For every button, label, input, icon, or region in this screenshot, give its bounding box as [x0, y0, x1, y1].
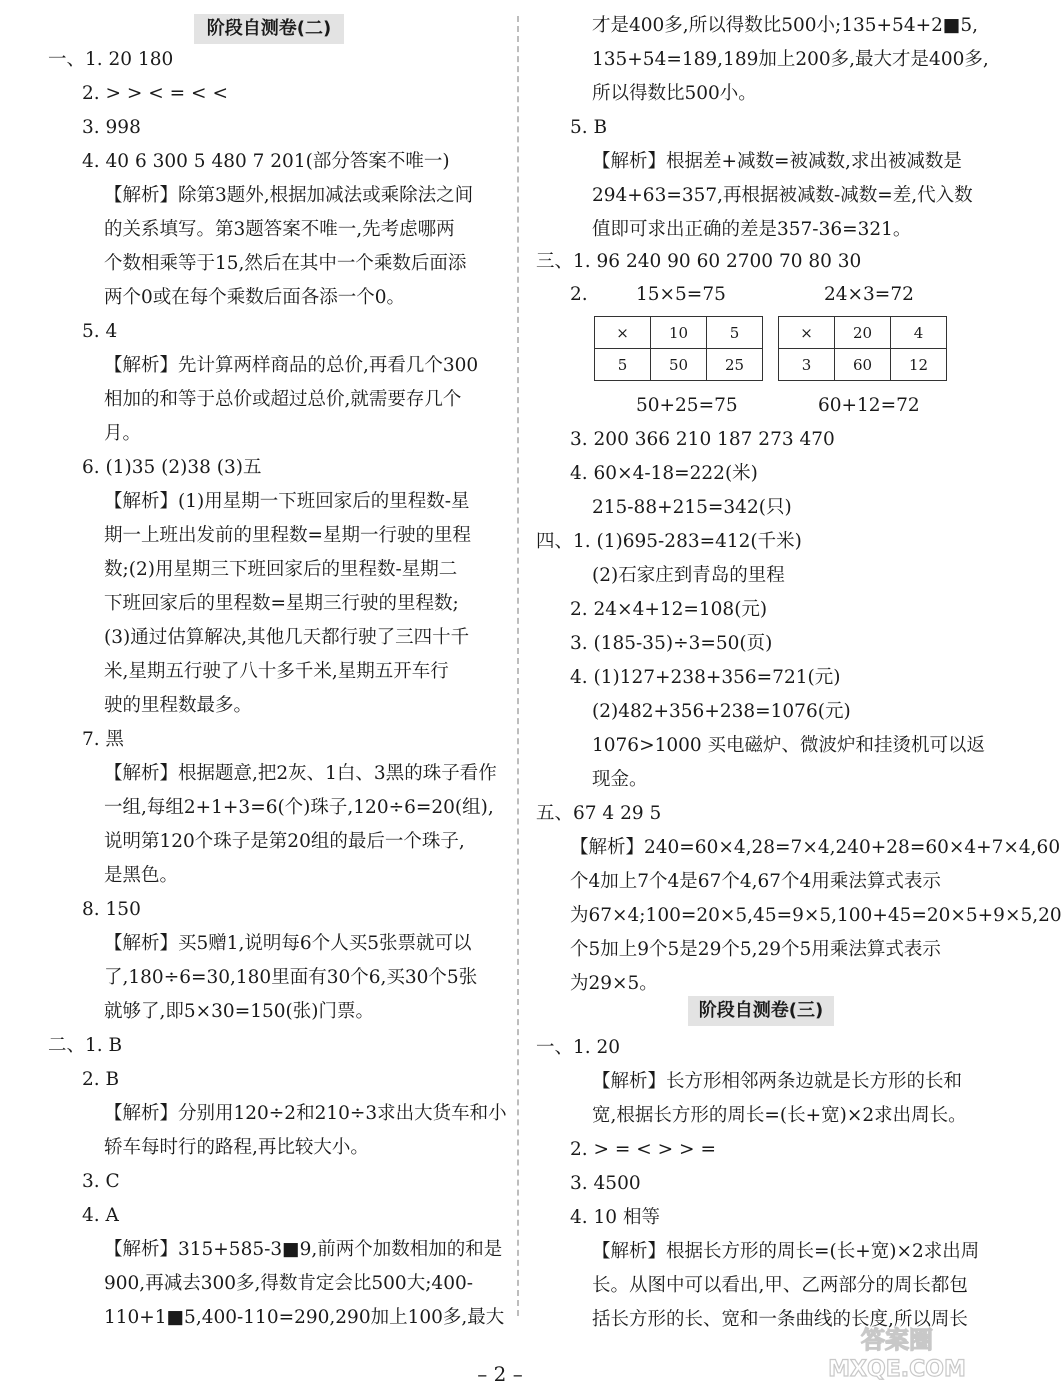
right-text-line: 2.	[570, 284, 588, 305]
table-row	[779, 317, 947, 349]
table-row	[779, 349, 947, 381]
left-text-line: 的关系填写。第3题答案不唯一,先考虑哪两	[104, 219, 455, 240]
left-text-line: 2. B	[82, 1069, 120, 1090]
watermark-logo	[806, 1322, 988, 1382]
right-text-line: 4. 10 相等	[570, 1207, 660, 1228]
right-text-line: 五、67 4 29 5	[536, 803, 662, 824]
right-text-line: 24×3=72	[824, 284, 914, 305]
left-text-line: 110+1■5,400-110=290,290加上100多,最大	[104, 1307, 505, 1328]
table-cell: 25	[707, 349, 763, 381]
section-title-test-3: 阶段自测卷(三)	[688, 996, 834, 1026]
section-title-test-2: 阶段自测卷(二)	[194, 14, 344, 44]
right-text-line: 60+12=72	[818, 395, 920, 416]
left-text-line: 2. > > < = < <	[82, 83, 228, 104]
left-text-line: 900,再减去300多,得数肯定会比500大;400-	[104, 1273, 473, 1294]
table-cell: 3	[779, 349, 835, 381]
right-text-line: 四、1. (1)695-283=412(千米)	[536, 531, 802, 552]
left-text-line: 是黑色。	[104, 865, 179, 886]
left-text-line: 说明第120个珠子是第20组的最后一个珠子,	[104, 831, 465, 852]
right-text-line: 个4加上7个4是67个4,67个4用乘法算式表示	[570, 871, 941, 892]
left-text-line: (3)通过估算解决,其他几天都行驶了三四十千	[104, 627, 470, 648]
table-row	[595, 349, 763, 381]
right-text-line: 135+54=189,189加上200多,最大才是400多,	[592, 49, 989, 70]
left-text-line: 6. (1)35 (2)38 (3)五	[82, 457, 262, 478]
left-text-line: 【解析】315+585-3■9,前两个加数相加的和是	[104, 1239, 503, 1260]
right-text-line: 215-88+215=342(只)	[592, 497, 792, 518]
right-text-line: (2)482+356+238=1076(元)	[592, 701, 851, 722]
left-text-line: 下班回家后的里程数=星期三行驶的里程数;	[104, 593, 459, 614]
right-text-line: 3. 200 366 210 187 273 470	[570, 429, 835, 450]
table-cell: 5	[595, 349, 651, 381]
left-text-line: 4. 40 6 300 5 480 7 201(部分答案不唯一)	[82, 151, 450, 172]
table-cell: 4	[891, 317, 947, 349]
right-text-line: 为67×4;100=20×5,45=9×5,100+45=20×5+9×5,20	[570, 905, 1062, 926]
left-text-line: 一、1. 20 180	[48, 49, 174, 70]
left-text-line: 米,星期五行驶了八十多千米,星期五开车行	[104, 661, 449, 682]
left-text-line: 数;(2)用星期三下班回家后的里程数-星期二	[104, 559, 458, 580]
left-text-line: 【解析】先计算两样商品的总价,再看几个300	[104, 355, 479, 376]
right-text-line: 一、1. 20	[536, 1037, 621, 1058]
right-text-line: 现金。	[592, 769, 648, 790]
multiplication-table-b	[778, 316, 947, 381]
left-text-line: 期一上班出发前的里程数=星期一行驶的里程	[104, 525, 472, 546]
right-text-line: 5. B	[570, 117, 608, 138]
right-text-line: 【解析】根据差+减数=被减数,求出被减数是	[592, 151, 962, 172]
right-text-line: 3. (185-35)÷3=50(页)	[570, 633, 773, 654]
left-text-line: 就够了,即5×30=150(张)门票。	[104, 1001, 374, 1022]
right-text-line: 1076>1000 买电磁炉、微波炉和挂烫机可以返	[592, 735, 986, 756]
left-text-line: 3. 998	[82, 117, 141, 138]
right-text-line: 50+25=75	[636, 395, 738, 416]
right-text-line: 才是400多,所以得数比500小;135+54+2■5,	[592, 15, 978, 36]
left-text-line: 个数相乘等于15,然后在其中一个乘数后面添	[104, 253, 467, 274]
right-text-line: 所以得数比500小。	[592, 83, 757, 104]
left-text-line: 【解析】买5赠1,说明每6个人买5张票就可以	[104, 933, 472, 954]
left-text-line: 8. 150	[82, 899, 141, 920]
page-number: – 2 –	[477, 1362, 523, 1386]
left-text-line: 月。	[104, 423, 142, 444]
left-text-line: 【解析】除第3题外,根据加减法或乘除法之间	[104, 185, 474, 206]
left-text-line: 驶的里程数最多。	[104, 695, 253, 716]
multiplication-table-a	[594, 316, 763, 381]
right-text-line: 【解析】长方形相邻两条边就是长方形的长和	[592, 1071, 963, 1092]
left-text-line: 4. A	[82, 1205, 119, 1226]
left-text-line: 【解析】根据题意,把2灰、1白、3黑的珠子看作	[104, 763, 497, 784]
table-cell: 10	[651, 317, 707, 349]
right-text-line: 三、1. 96 240 90 60 2700 70 80 30	[536, 251, 862, 272]
left-text-line: 了,180÷6=30,180里面有30个6,买30个5张	[104, 967, 478, 988]
right-text-line: 15×5=75	[636, 284, 726, 305]
right-text-line: 个5加上9个5是29个5,29个5用乘法算式表示	[570, 939, 941, 960]
svg-text:答案圈: 答案圈	[861, 1326, 933, 1354]
left-text-line: 5. 4	[82, 321, 118, 342]
right-text-line: 为29×5。	[570, 973, 658, 994]
right-text-line: 值即可求出正确的差是357-36=321。	[592, 219, 912, 240]
right-text-line: 2. 24×4+12=108(元)	[570, 599, 768, 620]
table-cell: ×	[595, 317, 651, 349]
right-text-line: 4. (1)127+238+356=721(元)	[570, 667, 841, 688]
right-text-line: 3. 4500	[570, 1173, 641, 1194]
left-text-line: 【解析】(1)用星期一下班回家后的里程数-星	[104, 491, 470, 512]
table-row	[595, 317, 763, 349]
column-divider	[517, 16, 519, 1316]
left-text-line: 【解析】分别用120÷2和210÷3求出大货车和小	[104, 1103, 507, 1124]
left-text-line: 7. 黑	[82, 729, 125, 750]
right-text-line: 【解析】根据长方形的周长=(长+宽)×2求出周	[592, 1241, 980, 1262]
right-text-line: 4. 60×4-18=222(米)	[570, 463, 758, 484]
left-text-line: 轿车每时行的路程,再比较大小。	[104, 1137, 369, 1158]
right-text-line: 2. > = < > > =	[570, 1139, 716, 1160]
left-text-line: 二、1. B	[48, 1035, 123, 1056]
svg-text:MXQE.COM: MXQE.COM	[828, 1357, 966, 1382]
right-text-line: 括长方形的长、宽和一条曲线的长度,所以周长	[592, 1309, 968, 1330]
right-text-line: 294+63=357,再根据被减数-减数=差,代入数	[592, 185, 973, 206]
left-text-line: 3. C	[82, 1171, 120, 1192]
left-text-line: 相加的和等于总价或超过总价,就需要存几个	[104, 389, 462, 410]
table-cell: 20	[835, 317, 891, 349]
table-cell: 50	[651, 349, 707, 381]
table-cell: ×	[779, 317, 835, 349]
right-text-line: 宽,根据长方形的周长=(长+宽)×2求出周长。	[592, 1105, 967, 1126]
table-cell: 5	[707, 317, 763, 349]
table-cell: 12	[891, 349, 947, 381]
table-cell: 60	[835, 349, 891, 381]
right-text-line: (2)石家庄到青岛的里程	[592, 565, 785, 586]
left-text-line: 一组,每组2+1+3=6(个)珠子,120÷6=20(组),	[104, 797, 494, 818]
right-text-line: 长。从图中可以看出,甲、乙两部分的周长都包	[592, 1275, 968, 1296]
right-text-line: 【解析】240=60×4,28=7×4,240+28=60×4+7×4,60	[570, 837, 1061, 858]
left-text-line: 两个0或在每个乘数后面各添一个0。	[104, 287, 406, 308]
